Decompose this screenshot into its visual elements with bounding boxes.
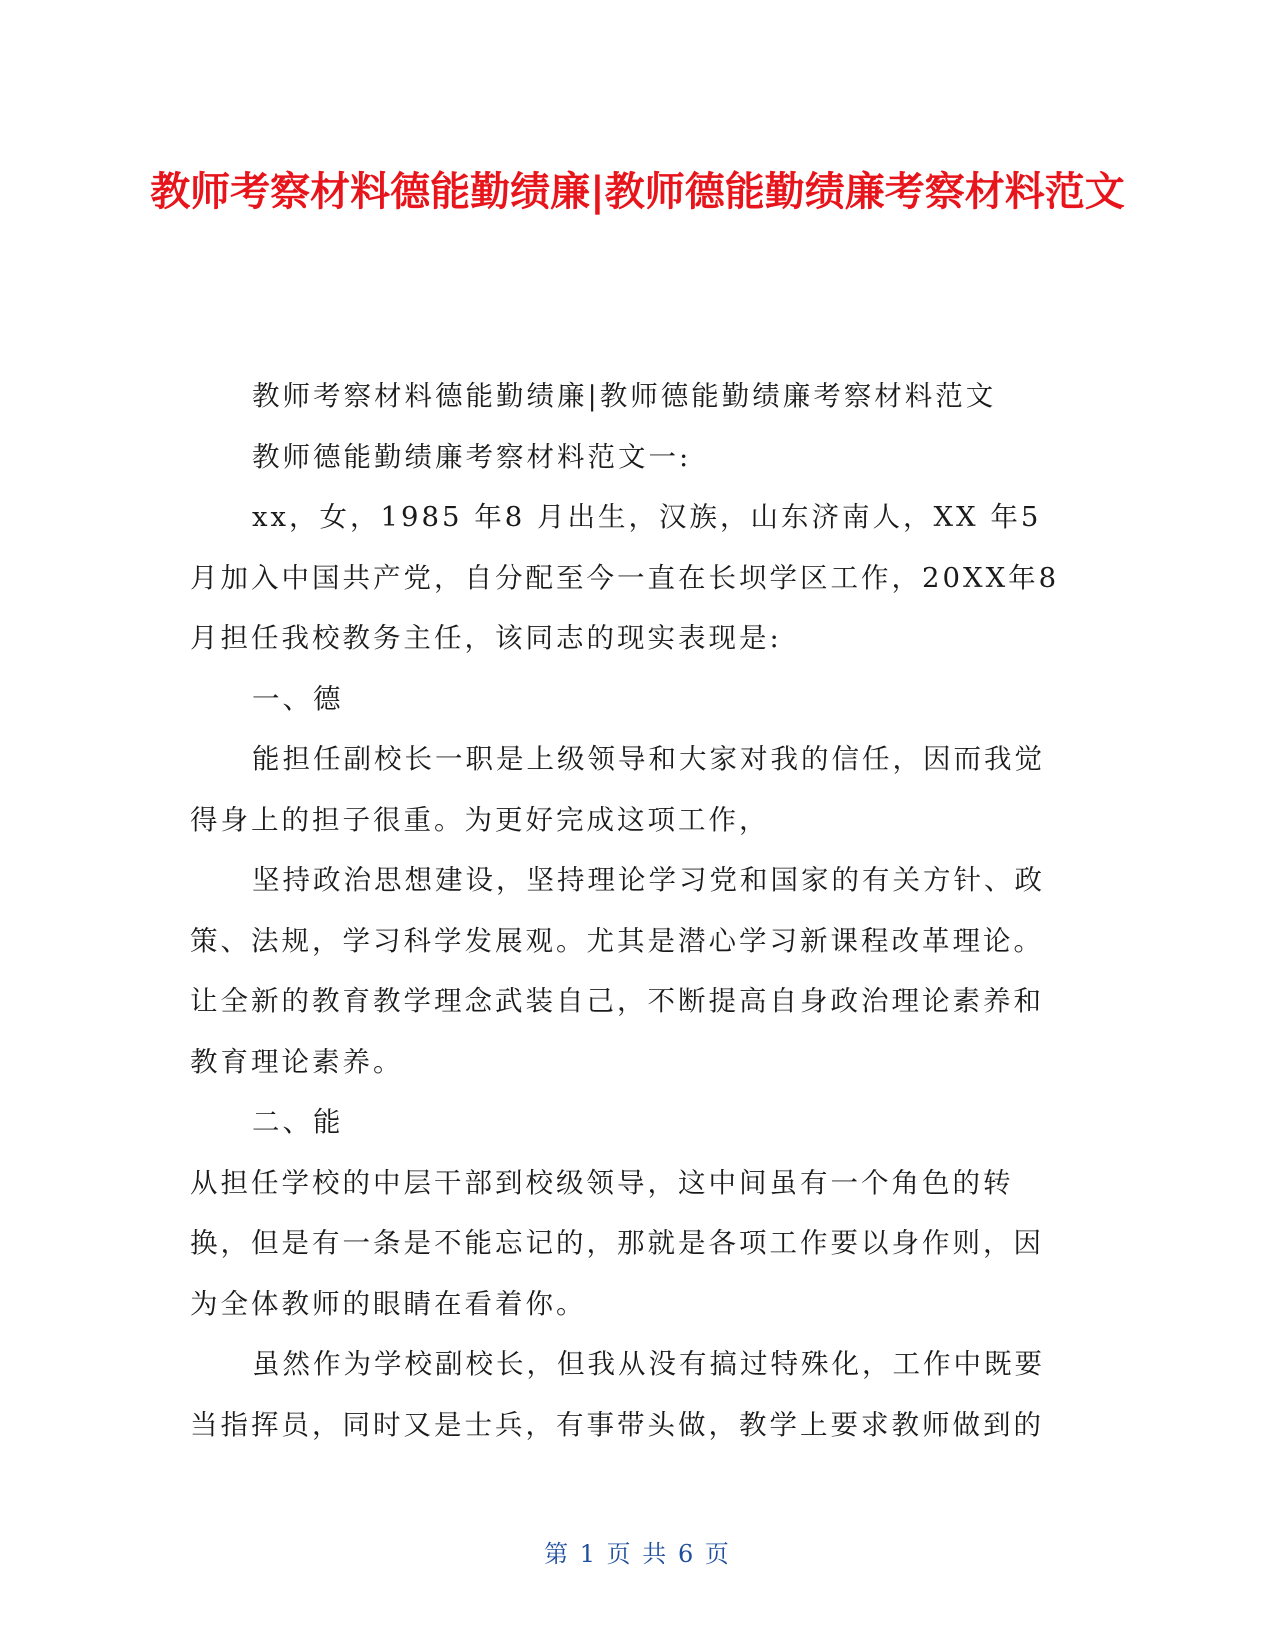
document-body (190, 366, 1070, 1455)
section-heading-neng: 二、能 (252, 1106, 344, 1138)
document-title: 教师考察材料德能勤绩廉|教师德能勤绩廉考察材料范文 (150, 169, 1125, 215)
paragraph-4: 月加入中国共产党，自分配至今一直在长坝学区工作，20XX年8月担任我校教务主任，该同志的现实表现是: (190, 561, 1060, 654)
paragraph-7: 坚持政治思想建设，坚持理论学习党和国家的有关方针、政策、法规，学习科学发展观。尤其是潜心学习新课程改革理论。让全新的教育教学理念武装自己，不断提高自身政治理论素养和教育理论素养。 (190, 864, 1045, 1078)
paragraph-10: 虽然作为学校副校长，但我从没有搞过特殊化，工作中既要当指挥员，同时又是士兵，有事带头做，教学上要求教师做到的 (190, 1348, 1045, 1441)
paragraph-9: 从担任学校的中层干部到校级领导，这中间虽有一个角色的转换，但是有一条是不能忘记的，那就是各项工作要以身作则，因为全体教师的眼睛在看着你。 (190, 1166, 1044, 1320)
paragraph-3: xx，女，1985 年8 月出生，汉族，山东济南人，XX 年5 (252, 501, 1042, 533)
paragraph-2: 教师德能勤绩廉考察材料范文一: (252, 440, 692, 473)
section-heading-de: 一、德 (252, 682, 344, 715)
page-number-footer: 第 1 页 共 6 页 (544, 1540, 731, 1568)
paragraph-1: 教师考察材料德能勤绩廉|教师德能勤绩廉考察材料范文 (252, 380, 997, 412)
paragraph-6: 能担任副校长一职是上级领导和大家对我的信任，因而我觉得身上的担子很重。为更好完成这项工作， (190, 743, 1045, 836)
